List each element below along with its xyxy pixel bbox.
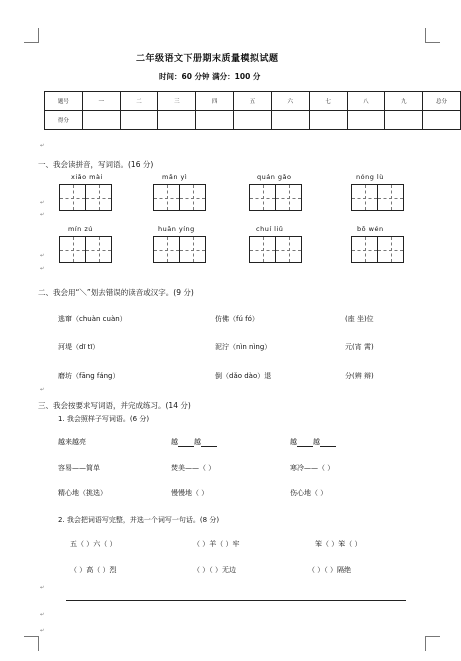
grid-cell[interactable] bbox=[85, 236, 112, 263]
score-cell: 五 bbox=[234, 92, 272, 111]
grid-cell[interactable] bbox=[59, 184, 86, 211]
page-title: 二年级语文下册期末质量模拟试题 bbox=[136, 54, 279, 64]
s2-item: 倒（dǎo dào）退 bbox=[215, 372, 272, 380]
score-blank[interactable] bbox=[309, 111, 347, 130]
s2-item: 元(宵 霄) bbox=[345, 343, 374, 351]
grid-cell[interactable] bbox=[85, 184, 112, 211]
paragraph-mark: ↵ bbox=[40, 628, 45, 634]
paragraph-mark: ↵ bbox=[40, 612, 45, 618]
phrase-item: 精心地（挑选） bbox=[58, 489, 107, 497]
question-2-heading: 2. 我会把词语写完整，并选一个词写一句话。(8 分) bbox=[58, 516, 220, 524]
grid-cell[interactable] bbox=[153, 184, 180, 211]
grid-cell[interactable] bbox=[275, 184, 302, 211]
answer-blank[interactable] bbox=[178, 438, 194, 447]
score-table-score-row bbox=[45, 111, 461, 130]
sentence-answer-line[interactable] bbox=[66, 600, 406, 601]
grid-cell[interactable] bbox=[179, 236, 206, 263]
answer-blank[interactable] bbox=[320, 438, 336, 447]
pinyin-label: quán gǎo bbox=[257, 173, 292, 181]
writing-grid[interactable] bbox=[249, 236, 301, 263]
grid-cell[interactable] bbox=[377, 236, 404, 263]
fill-pattern bbox=[290, 437, 336, 447]
writing-grid[interactable] bbox=[351, 184, 403, 211]
score-cell: 三 bbox=[158, 92, 196, 111]
writing-grid[interactable] bbox=[59, 184, 111, 211]
fill-pattern bbox=[171, 437, 217, 447]
score-label: 得分 bbox=[45, 111, 83, 130]
idiom-item[interactable]: （ ）（ ）无边 bbox=[193, 566, 236, 574]
score-blank[interactable] bbox=[196, 111, 234, 130]
section-2-heading: 二、我会用“＼”划去错误的读音或汉字。(9 分) bbox=[38, 288, 194, 297]
phrase-item[interactable]: 慢慢地（ ） bbox=[171, 489, 209, 497]
section-3-heading: 三、我会按要求写词语，并完成练习。(14 分) bbox=[38, 401, 191, 410]
score-table bbox=[44, 91, 461, 130]
paragraph-mark: ↵ bbox=[40, 253, 45, 259]
grid-cell[interactable] bbox=[377, 184, 404, 211]
score-blank[interactable] bbox=[82, 111, 120, 130]
exam-info: 时间：60 分钟 满分：100 分 bbox=[159, 72, 261, 81]
pattern-char: 越 bbox=[313, 438, 320, 446]
s2-item: 逃窜（chuàn cuàn） bbox=[58, 315, 127, 323]
writing-grid[interactable] bbox=[59, 236, 111, 263]
paragraph-mark: ↵ bbox=[40, 387, 45, 393]
writing-grid[interactable] bbox=[249, 184, 301, 211]
idiom-item[interactable]: （ ）（ ）隔绝 bbox=[308, 566, 351, 574]
phrase-item[interactable]: 伤心地（ ） bbox=[290, 489, 328, 497]
s2-item: 泥泞（nìn nìng） bbox=[215, 343, 272, 351]
section-1-heading: 一、我会读拼音，写词语。(16 分) bbox=[38, 160, 154, 169]
score-cell: 六 bbox=[271, 92, 309, 111]
writing-grid[interactable] bbox=[153, 236, 205, 263]
writing-grid[interactable] bbox=[351, 236, 403, 263]
score-blank[interactable] bbox=[347, 111, 385, 130]
score-blank[interactable] bbox=[234, 111, 272, 130]
score-cell: 八 bbox=[347, 92, 385, 111]
score-blank[interactable] bbox=[120, 111, 158, 130]
example-word: 越来越亮 bbox=[58, 438, 86, 446]
question-1-heading: 1. 我会照样子写词语。(6 分) bbox=[58, 415, 150, 423]
score-cell: 二 bbox=[120, 92, 158, 111]
paragraph-mark: ↵ bbox=[40, 212, 45, 218]
grid-cell[interactable] bbox=[351, 236, 378, 263]
score-cell: 题号 bbox=[45, 92, 83, 111]
paragraph-mark: ↵ bbox=[40, 266, 45, 272]
grid-cell[interactable] bbox=[249, 236, 276, 263]
score-cell: 九 bbox=[385, 92, 423, 111]
score-cell: 四 bbox=[196, 92, 234, 111]
score-blank[interactable] bbox=[423, 111, 461, 130]
s2-item: 仿佛（fú fó） bbox=[215, 315, 259, 323]
grid-cell[interactable] bbox=[275, 236, 302, 263]
paragraph-mark: ↵ bbox=[40, 143, 45, 149]
grid-cell[interactable] bbox=[351, 184, 378, 211]
s2-item: 磨坊（fāng fáng） bbox=[58, 372, 120, 380]
idiom-item[interactable]: （ ）高（ ）烈 bbox=[70, 566, 117, 574]
paragraph-mark: ↵ bbox=[40, 585, 45, 591]
crop-mark-top-left bbox=[24, 28, 39, 43]
paragraph-mark: ↵ bbox=[40, 200, 45, 206]
grid-cell[interactable] bbox=[179, 184, 206, 211]
idiom-item[interactable]: 笨（ ）笨（ ） bbox=[315, 540, 362, 548]
pinyin-label: chuí liǔ bbox=[256, 225, 284, 233]
score-cell: 七 bbox=[309, 92, 347, 111]
s2-item: (座 坐)位 bbox=[345, 315, 374, 323]
grid-cell[interactable] bbox=[153, 236, 180, 263]
synonym-item: 容易——简单 bbox=[58, 464, 100, 472]
s2-item: 分(辨 辩) bbox=[345, 372, 374, 380]
grid-cell[interactable] bbox=[249, 184, 276, 211]
pinyin-label: mǎn yì bbox=[162, 173, 188, 181]
score-blank[interactable] bbox=[271, 111, 309, 130]
answer-blank[interactable] bbox=[201, 438, 217, 447]
score-cell: 总分 bbox=[423, 92, 461, 111]
score-cell: 一 bbox=[82, 92, 120, 111]
grid-cell[interactable] bbox=[59, 236, 86, 263]
pattern-char: 越 bbox=[171, 438, 178, 446]
synonym-item[interactable]: 焚美——（ ） bbox=[171, 464, 216, 472]
pinyin-label: bō wén bbox=[357, 225, 384, 233]
crop-mark-bottom-right bbox=[425, 636, 440, 651]
crop-mark-bottom-left bbox=[24, 636, 39, 651]
crop-mark-top-right bbox=[425, 28, 440, 43]
writing-grid[interactable] bbox=[153, 184, 205, 211]
pinyin-label: xiǎo mài bbox=[71, 173, 103, 181]
score-blank[interactable] bbox=[158, 111, 196, 130]
score-blank[interactable] bbox=[385, 111, 423, 130]
idiom-item[interactable]: 五（ ）六（ ） bbox=[70, 540, 117, 548]
pinyin-label: nóng lù bbox=[356, 173, 384, 181]
pattern-char: 越 bbox=[194, 438, 201, 446]
answer-blank[interactable] bbox=[297, 438, 313, 447]
s2-item: 河堤（dī tī） bbox=[58, 343, 100, 351]
pinyin-label: mín zú bbox=[68, 225, 93, 233]
idiom-item[interactable]: （ ）羊（ ）牢 bbox=[193, 540, 240, 548]
pinyin-label: huān yíng bbox=[158, 225, 195, 233]
synonym-item[interactable]: 寒冷——（ ） bbox=[290, 464, 335, 472]
score-table-header-row bbox=[45, 92, 461, 111]
pattern-char: 越 bbox=[290, 438, 297, 446]
